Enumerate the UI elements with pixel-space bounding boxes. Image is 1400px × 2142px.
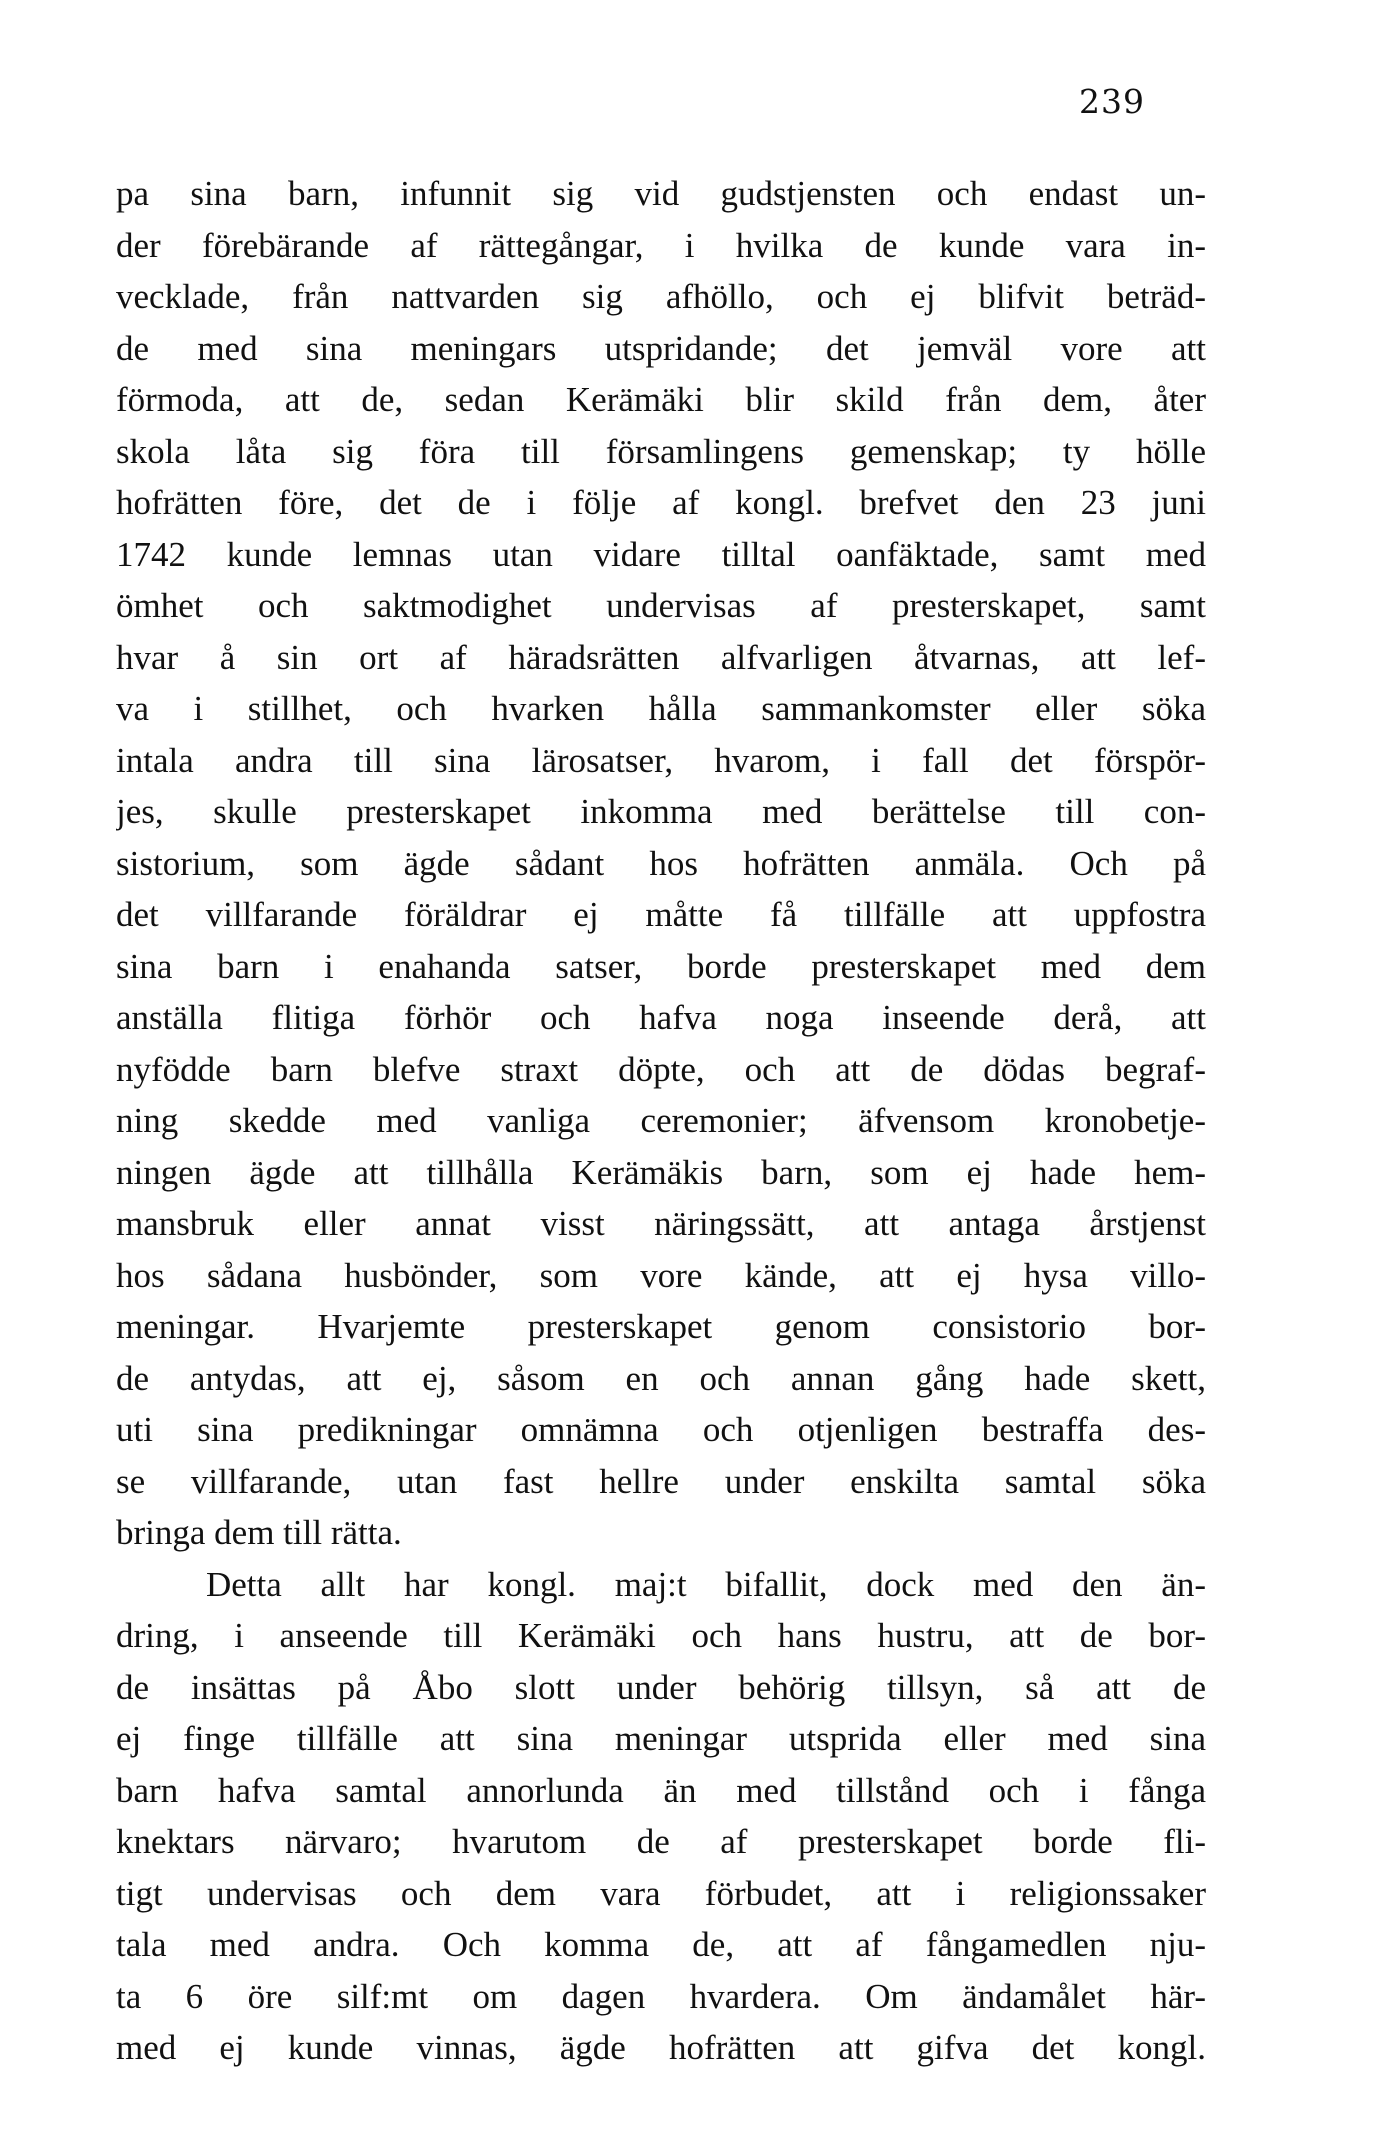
text-line: 1742 kunde lemnas utan vidare tilltal oanfäktade, samt med — [116, 534, 1206, 574]
text-line: intala andra till sina lärosatser, hvarom, i fall det förspör- — [116, 740, 1206, 780]
text-line: hofrätten före, det de i följe af kongl. brefvet den 23 juni — [116, 483, 1206, 522]
text-line: skola låta sig föra till församlingens gemenskap; ty hölle — [116, 431, 1206, 471]
text-line: Detta allt har kongl. maj:t bifallit, dock med den än- — [206, 1564, 1206, 1604]
text-line: knektars närvaro; hvarutom de af presterskapet borde fli- — [116, 1822, 1206, 1861]
text-line: meningar. Hvarjemte presterskapet genom consistorio bor- — [116, 1307, 1206, 1346]
text-line: der förebärande af rättegångar, i hvilka de kunde vara in- — [116, 225, 1206, 265]
text-line: ömhet och saktmodighet undervisas af presterskapet, samt — [116, 586, 1206, 625]
text-line: ningen ägde att tillhålla Kerämäkis barn, som ej hade hem- — [116, 1152, 1206, 1192]
text-line: pa sina barn, infunnit sig vid gudstjensten och endast un- — [116, 174, 1206, 213]
text-line: ta 6 öre silf:mt om dagen hvardera. Om ändamålet här- — [116, 1976, 1206, 2016]
body-text — [116, 168, 1206, 2074]
text-line: de antydas, att ej, såsom en och annan gång hade skett, — [116, 1358, 1206, 1398]
text-line: ning skedde med vanliga ceremonier; äfvensom kronobetje- — [116, 1101, 1206, 1140]
paragraph-1 — [116, 168, 1206, 1559]
text-line: uti sina predikningar omnämna och otjenligen bestraffa des- — [116, 1410, 1206, 1449]
text-line: ej finge tillfälle att sina meningar utsprida eller med sina — [116, 1719, 1206, 1758]
text-line: va i stillhet, och hvarken hålla sammankomster eller söka — [116, 689, 1206, 728]
paragraph-2 — [116, 1559, 1206, 2074]
text-line: sistorium, som ägde sådant hos hofrätten anmäla. Och på — [116, 843, 1206, 883]
text-line: anställa flitiga förhör och hafva noga inseende derå, att — [116, 998, 1206, 1037]
text-line: hvar å sin ort af häradsrätten alfvarligen åtvarnas, att lef- — [116, 637, 1206, 677]
text-line: förmoda, att de, sedan Kerämäki blir skild från dem, åter — [116, 380, 1206, 419]
text-line: mansbruk eller annat visst näringssätt, att antaga årstjenst — [116, 1204, 1206, 1243]
text-line: de insättas på Åbo slott under behörig tillsyn, så att de — [116, 1667, 1206, 1707]
text-line: med ej kunde vinnas, ägde hofrätten att gifva det kongl. — [116, 2028, 1206, 2067]
text-line: se villfarande, utan fast hellre under enskilta samtal söka — [116, 1461, 1206, 1501]
text-line: barn hafva samtal annorlunda än med tillstånd och i fånga — [116, 1770, 1206, 1810]
text-line: tala med andra. Och komma de, att af fångamedlen nju- — [116, 1925, 1206, 1964]
text-line: sina barn i enahanda satser, borde presterskapet med dem — [116, 946, 1206, 986]
text-line: det villfarande föräldrar ej måtte få tillfälle att uppfostra — [116, 895, 1206, 934]
text-line: tigt undervisas och dem vara förbudet, att i religionssaker — [116, 1873, 1206, 1913]
page-number: 239 — [1079, 82, 1145, 121]
text-line: nyfödde barn blefve straxt döpte, och att de dödas begraf- — [116, 1049, 1206, 1089]
text-line: hos sådana husbönder, som vore kände, att ej hysa villo- — [116, 1255, 1206, 1295]
text-line: dring, i anseende till Kerämäki och hans hustru, att de bor- — [116, 1616, 1206, 1655]
text-line: jes, skulle presterskapet inkomma med berättelse till con- — [116, 792, 1206, 831]
text-line: bringa dem till rätta. — [116, 1513, 402, 1552]
text-line: vecklade, från nattvarden sig afhöllo, och ej blifvit beträd- — [116, 277, 1206, 316]
text-line: de med sina meningars utspridande; det jemväl vore att — [116, 328, 1206, 368]
